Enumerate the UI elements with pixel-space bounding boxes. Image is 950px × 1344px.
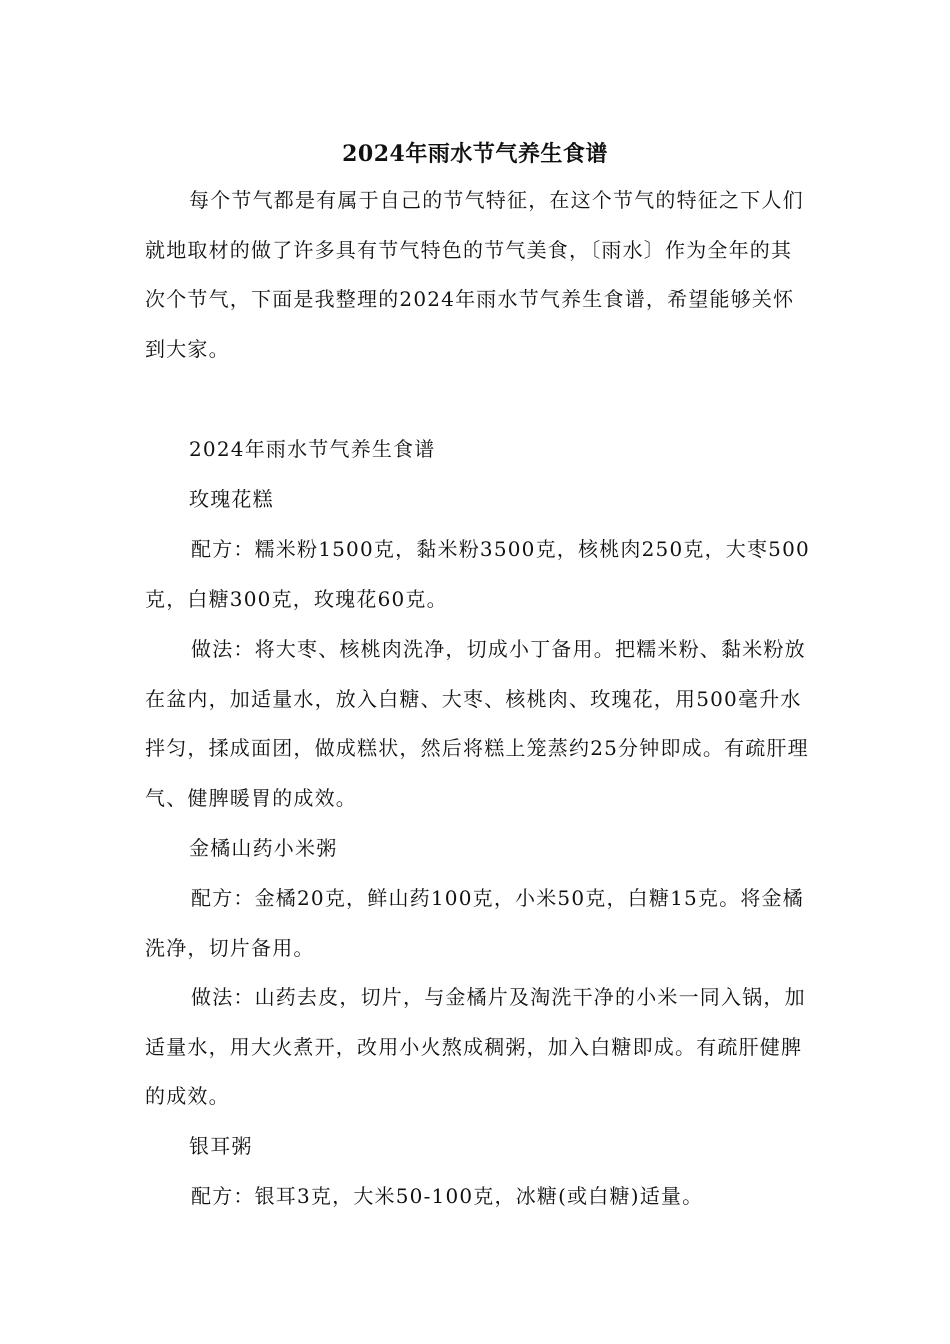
recipe-ingredients: 配方：银耳3克，大米50-100克，冰糖(或白糖)适量。 [191, 1184, 704, 1208]
recipe-ingredients: 配方：金橘20克，鲜山药100克，小米50克，白糖15克。将金橘洗净，切片备用。 [145, 886, 804, 960]
recipe-name: 玫瑰花糕 [189, 487, 274, 511]
section-heading: 2024年雨水节气养生食谱 [189, 437, 436, 461]
recipe-ingredients: 配方：糯米粉1500克，黏米粉3500克，核桃肉250克，大枣500克，白糖300克，玫瑰花60克。 [145, 537, 810, 611]
recipe-name: 金橘山药小米粥 [189, 836, 338, 860]
recipe-method: 做法：山药去皮，切片，与金橘片及淘洗干净的小米一同入锅，加适量水，用大火煮开，改用小火熬成稠粥，加入白糖即成。有疏肝健脾的成效。 [145, 985, 806, 1108]
document-title: 2024年雨水节气养生食谱 [342, 141, 608, 167]
recipe-method: 做法：将大枣、核桃肉洗净，切成小丁备用。把糯米粉、黏米粉放在盆内，加适量水，放入白糖、大枣、核桃肉、玫瑰花，用500毫升水拌匀，揉成面团，做成糕状，然后将糕上笼蒸约25分钟即成。有疏肝理气、健脾暖胃的成效。 [145, 637, 809, 810]
intro-paragraph: 每个节气都是有属于自己的节气特征，在这个节气的特征之下人们就地取材的做了许多具有节气特色的节气美食，〔雨水〕作为全年的其次个节气，下面是我整理的2024年雨水节气养生食谱，希望能够关怀到大家。 [145, 188, 804, 361]
recipe-name: 银耳粥 [189, 1134, 253, 1158]
